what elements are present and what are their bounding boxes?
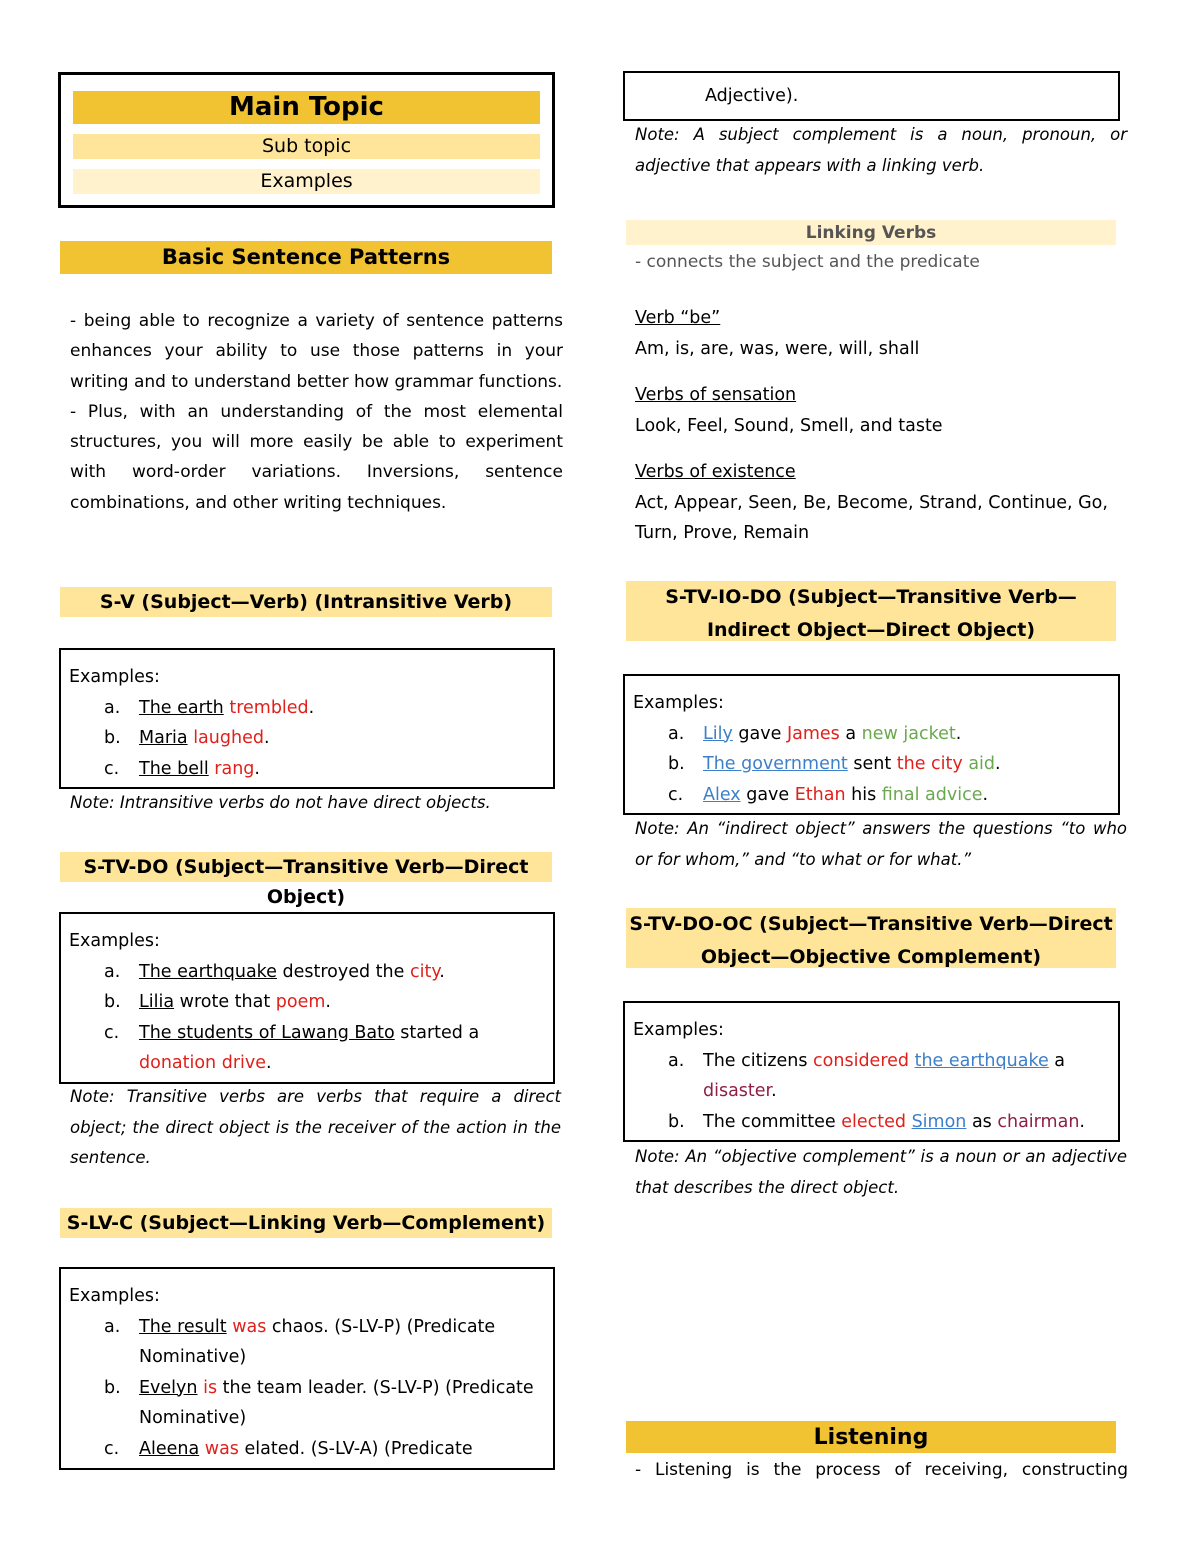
examples-label: Examples: (633, 1020, 724, 1040)
direct-object: the earthquake (914, 1050, 1049, 1071)
list-item: c. Alex gave Ethan his final advice. (668, 784, 989, 805)
stvio-note: Note: An “indirect object” answers the questions “to who or for whom,” and “to what or for what.” (635, 819, 1127, 869)
heading-s-v: S-V (Subject—Verb) (Intransitive Verb) (60, 587, 552, 617)
subject: The government (703, 754, 848, 774)
heading-s-tv-io-do: S-TV-IO-DO (Subject—Transitive Verb—Indirect Object—Direct Object) (626, 581, 1116, 641)
list-item: a. The earth trembled. (104, 697, 315, 718)
verbs-of-sensation-label: Verbs of sensation (635, 385, 797, 405)
stvdo-example-list (69, 957, 553, 1079)
sv-example-list (69, 693, 553, 785)
list-item: a. The earthquake destroyed the city. (104, 961, 445, 982)
heading-linking-verbs: Linking Verbs (626, 220, 1116, 245)
slvc-note: Note: A subject complement is a noun, pronoun, or adjective that appears with a linking verb. (635, 125, 1127, 175)
verb: laughed (193, 728, 264, 748)
sv-note: Note: Intransitive verbs do not have direct objects. (70, 793, 491, 812)
subject: The earth (139, 697, 224, 718)
direct-object: donation drive (139, 1053, 267, 1073)
list-item: a. Lily gave James a new jacket. (668, 723, 962, 744)
stvio-example-list (633, 719, 1118, 811)
legend-box (58, 72, 555, 208)
slvc-examples-box (59, 1267, 555, 1470)
direct-object: poem (275, 992, 326, 1012)
slvc-continued-box (623, 71, 1120, 121)
linking-verb: is (203, 1377, 218, 1398)
basic-para-1: - being able to recognize a variety of sentence patterns enhances your ability to use those patterns in your writing and to understand better how grammar functions. (70, 311, 563, 392)
linking-description: - connects the subject and the predicate (635, 252, 980, 272)
heading-listening: Listening (626, 1421, 1116, 1453)
subject: Evelyn (139, 1377, 198, 1398)
list-item: c. Aleena was elated. (S-LV-A) (Predicate (104, 1438, 473, 1459)
indirect-object: Ethan (794, 784, 846, 805)
list-item: c. The bell rang. (104, 758, 260, 779)
basic-description (70, 306, 563, 518)
heading-basic-sentence-patterns: Basic Sentence Patterns (60, 241, 552, 274)
list-item: b. The government sent the city aid. (668, 754, 1001, 774)
verb-be-label: Verb “be” (635, 308, 721, 328)
examples-label: Examples: (633, 693, 724, 713)
subject: The earthquake (139, 961, 277, 982)
heading-s-tv-do-oc: S-TV-DO-OC (Subject—Transitive Verb—Direct Object—Objective Complement) (626, 908, 1116, 968)
list-item: c. The students of Lawang Bato started a donation drive. (104, 1022, 480, 1073)
indirect-object: James (786, 723, 840, 744)
objective-complement: disaster (703, 1081, 772, 1101)
verbs-of-sensation-list: Look, Feel, Sound, Smell, and taste (635, 415, 943, 436)
subject: The bell (139, 758, 209, 779)
linking-verb: was (204, 1438, 239, 1459)
stvdooc-note: Note: An “objective complement” is a noun or an adjective that describes the direct object. (635, 1147, 1127, 1197)
subject: Lilia (139, 992, 175, 1012)
subject: The students of Lawang Bato (139, 1022, 395, 1043)
heading-s-tv-do: S-TV-DO (Subject—Transitive Verb—Direct Object) (60, 852, 552, 882)
heading-s-lv-c: S-LV-C (Subject—Linking Verb—Complement) (60, 1208, 552, 1238)
list-item: b. The committee elected Simon as chairman. (668, 1111, 1085, 1132)
verb: considered (813, 1050, 910, 1071)
verbs-of-existence-list: Act, Appear, Seen, Be, Become, Strand, Continue, Go, Turn, Prove, Remain (635, 492, 1108, 543)
linking-verb-groups (635, 303, 1125, 549)
verb-be-list: Am, is, are, was, were, will, shall (635, 338, 920, 359)
stvdooc-example-list (633, 1046, 1118, 1138)
subject: Lily (703, 723, 733, 744)
subject: Alex (703, 784, 741, 805)
subject: Aleena (139, 1438, 200, 1459)
verbs-of-existence-label: Verbs of existence (635, 462, 796, 482)
direct-object: new jacket (861, 723, 956, 744)
examples-label: Examples: (69, 667, 160, 687)
list-item: b. Evelyn is the team leader. (S-LV-P) (Predicate Nominative) (104, 1377, 534, 1428)
legend-main-topic: Main Topic (73, 91, 540, 124)
linking-verb: was (232, 1316, 267, 1337)
listening-text: - Listening is the process of receiving, constructing (635, 1460, 1128, 1480)
direct-object: final advice (881, 784, 983, 805)
list-item: b. Maria laughed. (104, 728, 270, 748)
list-item: a. The result was chaos. (S-LV-P) (Predicate Nominative) (104, 1316, 496, 1367)
objective-complement: chairman (997, 1111, 1080, 1132)
direct-object: city (409, 961, 440, 982)
legend-sub-topic: Sub topic (73, 134, 540, 159)
slvc-example-list (69, 1312, 553, 1465)
basic-para-2: - Plus, with an understanding of the most elemental structures, you will more easily be able to experiment with word-order variations. Inversions, sentence combinations, and other writing techniques. (70, 401, 563, 513)
subject: Maria (139, 728, 188, 748)
stvdo-note: Note: Transitive verbs are verbs that require a direct object; the direct object is the receiver of the action in the sentence. (70, 1087, 561, 1167)
slvc-continued-text: Adjective). (705, 86, 799, 106)
stvdo-examples-box (59, 912, 555, 1084)
direct-object: Simon (911, 1111, 967, 1132)
indirect-object: the city (896, 754, 963, 774)
stvio-examples-box (623, 674, 1120, 815)
stvdooc-examples-box (623, 1001, 1120, 1142)
subject: The result (139, 1316, 227, 1337)
sv-examples-box (59, 648, 555, 789)
examples-label: Examples: (69, 931, 160, 951)
list-item: a. The citizens considered the earthquake a disaster. (668, 1050, 1066, 1101)
verb: trembled (229, 697, 309, 718)
verb: rang (214, 758, 255, 779)
direct-object: aid (968, 754, 996, 774)
legend-examples: Examples (73, 169, 540, 194)
verb: elected (841, 1111, 906, 1132)
list-item: b. Lilia wrote that poem. (104, 992, 331, 1012)
examples-label: Examples: (69, 1286, 160, 1306)
